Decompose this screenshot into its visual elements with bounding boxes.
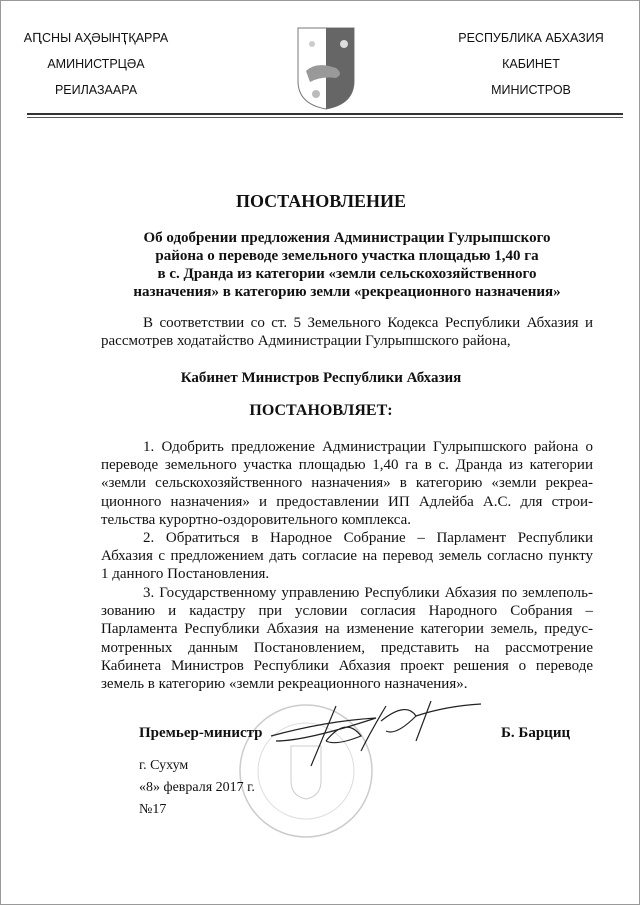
text-line: 2. Обратиться в Народное Собрание – Парламент Республики [143, 530, 593, 546]
document-number: №17 [139, 802, 167, 817]
subject-line: назначения» в категорию земли «рекреационного назначения» [133, 284, 561, 300]
header-right-line: МИНИСТРОВ [491, 83, 571, 97]
signature-icon [266, 696, 486, 771]
text-line: 1 данного Постановления. [101, 566, 270, 583]
date: «8» февраля 2017 г. [139, 780, 255, 795]
subject-line: в с. Дранда из категории «земли сельскохозяйственного [157, 266, 537, 282]
text-line: мотренных данным Постановлением, представить на рассмотрение [101, 639, 593, 656]
text-line: ционного назначения» и предоставлении ИП Адлейба А.С. для строи- [101, 493, 593, 510]
header-left [21, 25, 171, 103]
subject-line: района о переводе земельного участка площадью 1,40 га [155, 248, 539, 264]
header-divider [27, 113, 623, 115]
subject-line: Об одобрении предложения Администрации Гулрыпшского [143, 230, 551, 246]
text-line: Парламента Республики Абхазия на изменение категории земель, предус- [101, 621, 593, 638]
header-left-line: АԤСНЫ АҲӘЫНҬҚАРРА [23, 31, 169, 45]
issuer: Кабинет Министров Республики Абхазия [180, 370, 462, 386]
text-line: тельства курортно-оздоровительного комплекса. [101, 511, 412, 528]
header-left-line: АМИНИСТРЦӘА [47, 57, 145, 71]
text-line: переводе земельного участка площадью 1,40 га в с. Дранда из категории [101, 457, 593, 474]
text-line: рассмотрев ходатайство Администрации Гулрыпшского района, [101, 333, 511, 350]
text-line: «земли сельскохозяйственного назначения» в категорию «земли рекреа- [101, 475, 593, 492]
item-3 [101, 584, 593, 693]
header-right-line: КАБИНЕТ [502, 57, 560, 71]
city: г. Сухум [139, 758, 189, 773]
decree-heading: ПОСТАНОВЛЯЕТ: [249, 402, 393, 419]
text-line: Абхазия с предложением дать согласие на перевод земель согласно пункту [101, 548, 593, 565]
signatory-position: Премьер-министр [139, 725, 263, 741]
text-line: зованию и кадастру при условии согласия Народного Собрания – [101, 603, 593, 620]
text-line: земель в категорию «земли рекреационного назначения». [101, 676, 468, 693]
coat-of-arms-icon [296, 26, 356, 111]
text-line: В соответствии со ст. 5 Земельного Кодекса Республики Абхазия и [143, 315, 593, 331]
text-line: Кабинета Министров Республики Абхазия проект решения о переводе [101, 657, 593, 674]
text-line: 1. Одобрить предложение Администрации Гулрыпшского района о [143, 439, 593, 455]
document-subject [101, 229, 593, 301]
preamble [101, 314, 593, 350]
signatory-name: Б. Барциц [501, 725, 571, 741]
item-2 [101, 529, 593, 584]
item-1 [101, 438, 593, 529]
text-line: 3. Государственному управлению Республики Абхазия по землеполь- [143, 585, 593, 601]
header-right [441, 25, 621, 103]
document-title: ПОСТАНОВЛЕНИЕ [235, 191, 407, 211]
header-right-line: РЕСПУБЛИКА АБХАЗИЯ [458, 31, 604, 45]
header-left-line: РЕИЛАЗААРА [54, 83, 138, 97]
header-divider-thin [27, 117, 623, 118]
